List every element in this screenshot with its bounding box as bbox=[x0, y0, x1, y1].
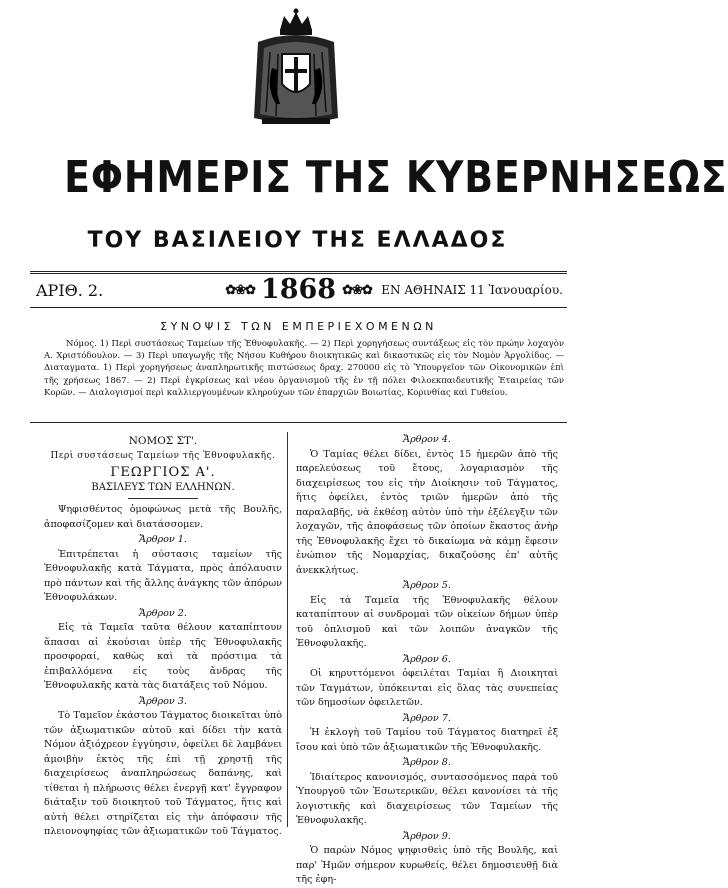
issue-number: ΑΡΙΘ. 2. bbox=[36, 281, 104, 300]
article-heading: Ἄρθρον 6. bbox=[403, 653, 451, 665]
article-heading: Ἄρθρον 8. bbox=[403, 757, 451, 768]
article-heading: Ἄρθρον 7. bbox=[403, 712, 451, 724]
article-heading: Ἄρθρον 4. bbox=[403, 434, 451, 445]
gazette-subtitle: ΤΟΥ ΒΑΣΙΛΕΙΟΥ ΤΗΣ ΕΛΛΑΔΟΣ bbox=[87, 228, 508, 253]
issue-row bbox=[30, 274, 567, 305]
gazette-title: ΕΦΗΜΕΡΙΣ ΤΗΣ ΚΥΒΕΡΝΗΣΕΩΣ bbox=[64, 152, 728, 203]
law-number: ΝΟΜΟΣ ΣΤ'. bbox=[128, 435, 198, 447]
article-heading: Ἄρθρον 2. bbox=[139, 607, 187, 619]
preamble: Ψηφισθέντος ὁμοφώνως μετὰ τῆς Βουλῆς, ἀποφασίζομεν καὶ διατάσσομεν. bbox=[44, 504, 282, 530]
left-column bbox=[44, 432, 282, 840]
issue-rule bbox=[30, 307, 567, 308]
article-heading: Ἄρθρον 9. bbox=[403, 830, 451, 842]
law-subject: Περὶ συστάσεως Ταμείων τῆς Ἑθνοφυλακῆς. bbox=[50, 450, 276, 461]
synopsis-rule bbox=[30, 422, 567, 423]
article-text: Ἡ ἐκλογὴ τοῦ Ταμίου τοῦ Τάγματος διατηρεῖ ἐξ ἴσου καὶ ὑπὸ τῶν ἀξιωματικῶν τῆς Ἑθνοφυλακῆς. bbox=[296, 727, 558, 753]
article-text: Εἰς τὰ Ταμεῖα ταῦτα θέλουν καταπίπτουν ἅπασαι αἱ ἐκούσιαι ὑπὲρ τῆς Ἑθνοφυλακῆς προσφοραί, καθὼς καὶ τὰ πρόστιμα τὰ ἐπιβαλλόμενα εἰς τοὺς ἄνδρας τῆς Ἑθνοφυλακῆς κατὰ τὰς διατάξεις τοῦ Νόμου. bbox=[44, 622, 282, 691]
king-name: ΓΕΩΡΓΙΟΣ Α'. bbox=[110, 465, 216, 480]
article-text: Εἰς τὰ Ταμεῖα τῆς Ἑθνοφυλακῆς θέλουν καταπίπτουν αἱ συνδρομαὶ τῶν οἰκείων δήμων ὑπὲρ τοῦ ὁπλισμοῦ καὶ τῶν λοιπῶν ἀναγκῶν τῆς Ἑθνοφυλακῆς. bbox=[296, 594, 558, 649]
right-column bbox=[296, 432, 558, 888]
article-heading: Ἄρθρον 3. bbox=[139, 695, 187, 707]
article-heading: Ἄρθρον 1. bbox=[139, 534, 187, 545]
year: 1868 bbox=[260, 274, 337, 305]
article-text: Ἰδιαίτερος κανονισμός, συντασσόμενος παρὰ τοῦ Ὑπουργοῦ τῶν Ἐσωτερικῶν, θέλει κανονίσει τὰ τῆς λογιστικῆς καὶ διαχειρίσεως τῶν Ταμείων τῆς Ἑθνοφυλακῆς. bbox=[296, 771, 558, 826]
article-text: Οἱ κηρυττόμενοι ὀφειλέται Ταμίαι ἢ Διοικηταὶ τῶν Ταγμάτων, ὑπόκεινται εἰς ὅλας τὰς συνεπείας τῶν δημοσίων ὀφειλετῶν. bbox=[296, 668, 558, 708]
article-text: Ὁ παρὼν Νόμος ψηφισθεὶς ὑπὸ τῆς Βουλῆς, καὶ παρ' Ἡμῶν σήμερον κυρωθείς, θέλει δημοσιευθῇ διὰ τῆς ἐφη- bbox=[296, 845, 558, 885]
section-divider bbox=[128, 498, 198, 499]
ornament-right-icon: ✿❀✿ bbox=[342, 283, 372, 298]
article-heading: Ἄρθρον 5. bbox=[403, 580, 451, 591]
article-text: Ἐπιτρέπεται ἡ σύστασις ταμείων τῆς Ἑθνοφυλακῆς κατὰ Τάγματα, πρὸς ἀπόλαυσιν πρὸ πάντων καὶ τῆς ἄλλης ἀνάγκης τῶν ἀπόρων Ἑθνοφυλάκων. bbox=[44, 548, 282, 603]
royal-coat-of-arms-icon bbox=[250, 8, 342, 130]
column-divider bbox=[287, 432, 288, 827]
synopsis-text: Νόμος. 1) Περὶ συστάσεως Ταμείων τῆς Ἑθνοφυλακῆς. — 2) Περὶ χορηγήσεως συντάξεως εἰς τὸν πρώην λοχαγὸν Α. Χριστόδουλον. — 3) Περὶ υπαγωγῆς τῆς Νήσου Κυθήρου διοικητικῶς καὶ δικαστικῶς εἰς τὸν Νομὸν Ἀργολίδος. — Διαταγματα. 1) Περὶ χορηγήσεως ἀναπληρωτικῆς πιστώσεως δραχ. 270000 εἰς τὸ Ὑπουργεῖον τῶν Οἰκονομικῶν ἐπὶ τῆς χρήσεως 1867. — 2) Περὶ ἐγκρίσεως καὶ νέου ὀργανισμοῦ τῆς ἐν τῇ πόλει Φιλοεκπαιδευτικῆς Ἑταιρείας τῶν Κορῶν. — Διαλογισμοί περὶ καλλιεργουμένων κληρούχων τῶν ἐπαρχιῶν Βοιωτίας, Κορινθίας καὶ Γυθείου. bbox=[44, 339, 564, 398]
king-title: ΒΑΣΙΛΕΥΣ ΤΩΝ ΕΛΛΗΝΩΝ. bbox=[91, 481, 235, 493]
article-text: Τὸ Ταμεῖον ἑκάστου Τάγματος διοικεῖται ὑπὸ τῶν ἀξιωματικῶν αὐτοῦ καὶ δίδει τὴν κατὰ Νόμον ἀξιόχρεον ἐγγύησιν, ὀφείλει δὲ λαμβάνει ἀμοιβὴν ἐκτὸς τῆς ἐπὶ τῇ χρηστῇ τῆς διαχειρίσεως ἀναπληρώσεως δαπάνης, καὶ τίθεται ἡ πλήρωσις θέλει ἐνεργῇ κατ' ἔγγραφον διάταξιν τοῦ διοικητοῦ τοῦ Τάγματος, ἥτις καὶ αὐτὴ θέλει στηρίζεται εἰς τὴν ἀπόφασιν τῆς πλειονοψηφίας τῶν ἀξιωματικῶν τοῦ Τάγματος. bbox=[44, 710, 282, 837]
ornament-left-icon: ✿❀✿ bbox=[225, 283, 255, 298]
synopsis-heading: ΣΥΝΟΨΙΣ ΤΩΝ ΕΜΠΕΡΙΕΧΟΜΕΝΩΝ bbox=[160, 320, 437, 333]
dateline: ΕΝ ΑΘΗΝΑΙΣ 11 Ἰανουαρίου. bbox=[381, 283, 563, 297]
article-text: Ὁ Ταμίας θέλει δίδει, ἐντὸς 15 ἡμερῶν ἀπὸ τῆς παρελεύσεως τοῦ ἔτους, λογαριασμὸν τῆς διαχειρίσεως του εἰς τὴν Διοίκησιν τοῦ Τάγματος, ἥτις ὀφείλει, ἐντὸς τριῶν ἡμερῶν ἀπὸ τῆς παραλαβῆς, νὰ ἐκθέσῃ αὐτὸν ὑπὸ τὴν ἐξέλεγξιν τῶν λοχαγῶν, τῆς ἀποφάσεως τῶν ὁποίων ἕκαστος ἀνὴρ τῆς Ἑθνοφυλακῆς ἔχει τὸ δικαίωμα νὰ κάμῃ ἔφεσιν ἐνώπιον τῆς Νομαρχίας, δικαζούσης ἐπ' αὐτῆς ἀνεκκλήτως. bbox=[296, 448, 558, 576]
